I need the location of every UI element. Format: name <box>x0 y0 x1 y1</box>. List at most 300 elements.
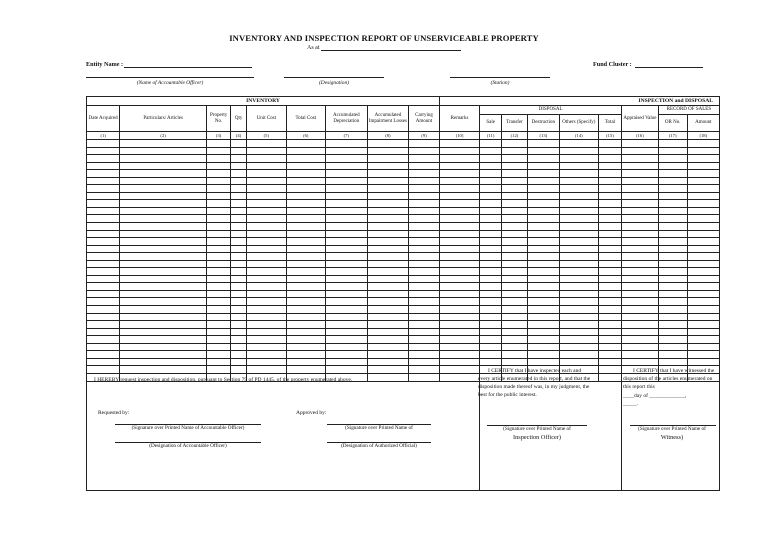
table-cell[interactable] <box>598 223 621 231</box>
table-cell[interactable] <box>687 336 719 344</box>
table-cell[interactable] <box>231 238 247 246</box>
table-cell[interactable] <box>480 313 502 321</box>
table-cell[interactable] <box>598 275 621 283</box>
table-cell[interactable] <box>231 147 247 155</box>
table-cell[interactable] <box>622 200 659 208</box>
table-cell[interactable] <box>622 358 659 366</box>
table-cell[interactable] <box>440 207 480 215</box>
table-cell[interactable] <box>440 306 480 314</box>
table-cell[interactable] <box>480 192 502 200</box>
table-cell[interactable] <box>687 155 719 163</box>
table-cell[interactable] <box>480 358 502 366</box>
table-cell[interactable] <box>440 290 480 298</box>
table-cell[interactable] <box>559 238 598 246</box>
table-cell[interactable] <box>367 162 408 170</box>
table-cell[interactable] <box>206 343 230 351</box>
table-cell[interactable] <box>502 253 528 261</box>
table-cell[interactable] <box>559 275 598 283</box>
table-cell[interactable] <box>622 321 659 329</box>
table-cell[interactable] <box>559 230 598 238</box>
table-cell[interactable] <box>559 223 598 231</box>
table-cell[interactable] <box>502 268 528 276</box>
table-cell[interactable] <box>246 177 286 185</box>
table-cell[interactable] <box>622 185 659 193</box>
table-cell[interactable] <box>120 306 207 314</box>
table-cell[interactable] <box>622 253 659 261</box>
table-cell[interactable] <box>231 313 247 321</box>
table-cell[interactable] <box>559 245 598 253</box>
table-cell[interactable] <box>440 321 480 329</box>
table-cell[interactable] <box>502 275 528 283</box>
table-cell[interactable] <box>120 170 207 178</box>
table-cell[interactable] <box>325 283 367 291</box>
table-cell[interactable] <box>206 192 230 200</box>
table-cell[interactable] <box>367 298 408 306</box>
table-cell[interactable] <box>598 321 621 329</box>
table-cell[interactable] <box>687 321 719 329</box>
table-cell[interactable] <box>246 366 286 374</box>
table-cell[interactable] <box>325 170 367 178</box>
table-cell[interactable] <box>120 260 207 268</box>
table-cell[interactable] <box>622 223 659 231</box>
table-cell[interactable] <box>367 245 408 253</box>
table-cell[interactable] <box>687 253 719 261</box>
table-cell[interactable] <box>325 230 367 238</box>
table-cell[interactable] <box>120 223 207 231</box>
table-cell[interactable] <box>408 223 439 231</box>
table-cell[interactable] <box>367 200 408 208</box>
table-cell[interactable] <box>408 230 439 238</box>
table-cell[interactable] <box>325 200 367 208</box>
table-cell[interactable] <box>120 230 207 238</box>
table-cell[interactable] <box>408 336 439 344</box>
table-cell[interactable] <box>527 238 559 246</box>
table-cell[interactable] <box>286 366 325 374</box>
table-cell[interactable] <box>480 155 502 163</box>
table-cell[interactable] <box>480 170 502 178</box>
table-cell[interactable] <box>246 268 286 276</box>
table-cell[interactable] <box>231 253 247 261</box>
table-cell[interactable] <box>87 230 120 238</box>
table-cell[interactable] <box>286 283 325 291</box>
table-cell[interactable] <box>325 147 367 155</box>
table-cell[interactable] <box>598 298 621 306</box>
table-cell[interactable] <box>559 200 598 208</box>
table-cell[interactable] <box>120 253 207 261</box>
table-cell[interactable] <box>246 170 286 178</box>
table-cell[interactable] <box>527 170 559 178</box>
table-cell[interactable] <box>408 185 439 193</box>
table-cell[interactable] <box>622 155 659 163</box>
table-cell[interactable] <box>87 207 120 215</box>
table-cell[interactable] <box>120 185 207 193</box>
table-cell[interactable] <box>246 155 286 163</box>
table-cell[interactable] <box>527 192 559 200</box>
table-cell[interactable] <box>408 268 439 276</box>
table-cell[interactable] <box>622 313 659 321</box>
table-cell[interactable] <box>231 328 247 336</box>
table-cell[interactable] <box>246 290 286 298</box>
table-cell[interactable] <box>480 290 502 298</box>
table-cell[interactable] <box>231 207 247 215</box>
table-cell[interactable] <box>286 321 325 329</box>
table-cell[interactable] <box>286 290 325 298</box>
table-cell[interactable] <box>408 358 439 366</box>
table-cell[interactable] <box>120 366 207 374</box>
table-cell[interactable] <box>206 155 230 163</box>
table-cell[interactable] <box>286 306 325 314</box>
table-cell[interactable] <box>687 275 719 283</box>
table-cell[interactable] <box>325 358 367 366</box>
table-cell[interactable] <box>87 253 120 261</box>
table-cell[interactable] <box>286 177 325 185</box>
table-cell[interactable] <box>622 170 659 178</box>
table-cell[interactable] <box>527 306 559 314</box>
table-cell[interactable] <box>598 336 621 344</box>
table-cell[interactable] <box>87 358 120 366</box>
table-cell[interactable] <box>120 162 207 170</box>
table-cell[interactable] <box>231 177 247 185</box>
table-cell[interactable] <box>367 260 408 268</box>
table-cell[interactable] <box>206 336 230 344</box>
table-cell[interactable] <box>325 185 367 193</box>
table-cell[interactable] <box>559 162 598 170</box>
table-cell[interactable] <box>325 328 367 336</box>
table-cell[interactable] <box>622 230 659 238</box>
table-cell[interactable] <box>559 147 598 155</box>
table-cell[interactable] <box>325 162 367 170</box>
table-cell[interactable] <box>206 185 230 193</box>
table-cell[interactable] <box>502 230 528 238</box>
table-cell[interactable] <box>687 238 719 246</box>
table-cell[interactable] <box>367 313 408 321</box>
table-cell[interactable] <box>120 328 207 336</box>
table-cell[interactable] <box>527 313 559 321</box>
table-cell[interactable] <box>367 268 408 276</box>
table-cell[interactable] <box>527 162 559 170</box>
table-cell[interactable] <box>502 321 528 329</box>
table-cell[interactable] <box>206 207 230 215</box>
table-cell[interactable] <box>367 170 408 178</box>
table-cell[interactable] <box>87 170 120 178</box>
table-cell[interactable] <box>658 268 687 276</box>
table-cell[interactable] <box>325 366 367 374</box>
table-cell[interactable] <box>206 177 230 185</box>
table-cell[interactable] <box>246 223 286 231</box>
table-cell[interactable] <box>502 147 528 155</box>
table-cell[interactable] <box>687 185 719 193</box>
table-cell[interactable] <box>527 147 559 155</box>
table-cell[interactable] <box>206 298 230 306</box>
table-cell[interactable] <box>286 351 325 359</box>
table-cell[interactable] <box>286 230 325 238</box>
table-cell[interactable] <box>527 223 559 231</box>
table-cell[interactable] <box>440 185 480 193</box>
table-cell[interactable] <box>687 215 719 223</box>
table-cell[interactable] <box>120 343 207 351</box>
table-cell[interactable] <box>408 343 439 351</box>
table-cell[interactable] <box>246 306 286 314</box>
table-cell[interactable] <box>480 177 502 185</box>
table-cell[interactable] <box>87 215 120 223</box>
table-cell[interactable] <box>246 343 286 351</box>
table-cell[interactable] <box>440 238 480 246</box>
table-cell[interactable] <box>231 268 247 276</box>
table-cell[interactable] <box>687 298 719 306</box>
table-cell[interactable] <box>480 321 502 329</box>
table-cell[interactable] <box>658 343 687 351</box>
table-cell[interactable] <box>559 351 598 359</box>
table-cell[interactable] <box>440 328 480 336</box>
table-cell[interactable] <box>246 245 286 253</box>
table-cell[interactable] <box>658 140 687 148</box>
table-cell[interactable] <box>598 283 621 291</box>
table-cell[interactable] <box>559 358 598 366</box>
table-cell[interactable] <box>622 306 659 314</box>
designation-field[interactable] <box>284 77 384 78</box>
table-cell[interactable] <box>286 336 325 344</box>
table-cell[interactable] <box>559 283 598 291</box>
table-cell[interactable] <box>87 223 120 231</box>
table-cell[interactable] <box>286 140 325 148</box>
table-cell[interactable] <box>440 313 480 321</box>
table-cell[interactable] <box>246 147 286 155</box>
table-cell[interactable] <box>206 245 230 253</box>
table-cell[interactable] <box>440 170 480 178</box>
table-cell[interactable] <box>325 275 367 283</box>
table-cell[interactable] <box>480 223 502 231</box>
table-cell[interactable] <box>206 170 230 178</box>
table-cell[interactable] <box>206 147 230 155</box>
table-cell[interactable] <box>120 283 207 291</box>
table-cell[interactable] <box>408 298 439 306</box>
table-cell[interactable] <box>367 147 408 155</box>
table-cell[interactable] <box>120 207 207 215</box>
table-cell[interactable] <box>440 351 480 359</box>
table-cell[interactable] <box>120 290 207 298</box>
table-cell[interactable] <box>480 215 502 223</box>
table-cell[interactable] <box>367 140 408 148</box>
table-cell[interactable] <box>408 238 439 246</box>
table-cell[interactable] <box>622 298 659 306</box>
table-cell[interactable] <box>658 170 687 178</box>
table-cell[interactable] <box>231 215 247 223</box>
table-cell[interactable] <box>598 245 621 253</box>
table-cell[interactable] <box>87 162 120 170</box>
table-cell[interactable] <box>480 245 502 253</box>
table-cell[interactable] <box>87 321 120 329</box>
table-cell[interactable] <box>367 358 408 366</box>
table-cell[interactable] <box>559 140 598 148</box>
table-cell[interactable] <box>231 245 247 253</box>
table-cell[interactable] <box>206 290 230 298</box>
table-cell[interactable] <box>622 283 659 291</box>
table-cell[interactable] <box>286 170 325 178</box>
table-cell[interactable] <box>231 283 247 291</box>
table-cell[interactable] <box>367 253 408 261</box>
table-cell[interactable] <box>480 207 502 215</box>
table-cell[interactable] <box>559 298 598 306</box>
table-cell[interactable] <box>527 245 559 253</box>
table-cell[interactable] <box>440 200 480 208</box>
table-cell[interactable] <box>687 328 719 336</box>
table-cell[interactable] <box>367 192 408 200</box>
table-cell[interactable] <box>440 283 480 291</box>
table-cell[interactable] <box>502 351 528 359</box>
table-cell[interactable] <box>527 321 559 329</box>
table-cell[interactable] <box>658 290 687 298</box>
table-cell[interactable] <box>408 170 439 178</box>
table-cell[interactable] <box>622 238 659 246</box>
table-cell[interactable] <box>286 192 325 200</box>
table-cell[interactable] <box>87 336 120 344</box>
table-cell[interactable] <box>658 336 687 344</box>
table-cell[interactable] <box>87 260 120 268</box>
table-cell[interactable] <box>598 200 621 208</box>
table-cell[interactable] <box>622 343 659 351</box>
table-cell[interactable] <box>658 328 687 336</box>
table-cell[interactable] <box>286 275 325 283</box>
table-cell[interactable] <box>231 192 247 200</box>
table-cell[interactable] <box>325 313 367 321</box>
table-cell[interactable] <box>527 140 559 148</box>
table-cell[interactable] <box>502 358 528 366</box>
table-cell[interactable] <box>687 290 719 298</box>
table-cell[interactable] <box>658 245 687 253</box>
table-cell[interactable] <box>286 268 325 276</box>
table-cell[interactable] <box>502 313 528 321</box>
table-cell[interactable] <box>325 140 367 148</box>
table-cell[interactable] <box>286 215 325 223</box>
table-cell[interactable] <box>598 185 621 193</box>
table-cell[interactable] <box>527 358 559 366</box>
table-cell[interactable] <box>408 366 439 374</box>
table-cell[interactable] <box>598 313 621 321</box>
table-cell[interactable] <box>527 298 559 306</box>
table-cell[interactable] <box>440 177 480 185</box>
table-cell[interactable] <box>246 207 286 215</box>
table-cell[interactable] <box>325 268 367 276</box>
table-cell[interactable] <box>622 260 659 268</box>
table-cell[interactable] <box>598 358 621 366</box>
table-cell[interactable] <box>367 306 408 314</box>
table-cell[interactable] <box>559 185 598 193</box>
table-cell[interactable] <box>527 275 559 283</box>
table-cell[interactable] <box>622 192 659 200</box>
table-cell[interactable] <box>231 343 247 351</box>
table-cell[interactable] <box>440 223 480 231</box>
table-cell[interactable] <box>658 192 687 200</box>
table-cell[interactable] <box>440 260 480 268</box>
table-cell[interactable] <box>622 207 659 215</box>
table-cell[interactable] <box>502 245 528 253</box>
table-cell[interactable] <box>325 245 367 253</box>
table-cell[interactable] <box>231 200 247 208</box>
table-cell[interactable] <box>598 162 621 170</box>
table-cell[interactable] <box>246 162 286 170</box>
table-cell[interactable] <box>367 238 408 246</box>
table-cell[interactable] <box>325 343 367 351</box>
table-cell[interactable] <box>231 321 247 329</box>
table-cell[interactable] <box>598 373 621 381</box>
table-cell[interactable] <box>408 253 439 261</box>
table-cell[interactable] <box>598 290 621 298</box>
table-cell[interactable] <box>622 290 659 298</box>
table-cell[interactable] <box>527 260 559 268</box>
table-cell[interactable] <box>286 298 325 306</box>
table-cell[interactable] <box>527 268 559 276</box>
table-cell[interactable] <box>408 162 439 170</box>
table-cell[interactable] <box>687 207 719 215</box>
table-cell[interactable] <box>325 215 367 223</box>
table-cell[interactable] <box>231 336 247 344</box>
table-cell[interactable] <box>687 343 719 351</box>
table-cell[interactable] <box>440 275 480 283</box>
table-cell[interactable] <box>527 215 559 223</box>
table-cell[interactable] <box>598 155 621 163</box>
table-cell[interactable] <box>367 351 408 359</box>
table-cell[interactable] <box>286 253 325 261</box>
table-cell[interactable] <box>658 321 687 329</box>
table-cell[interactable] <box>325 290 367 298</box>
table-cell[interactable] <box>527 336 559 344</box>
table-cell[interactable] <box>480 328 502 336</box>
table-cell[interactable] <box>598 230 621 238</box>
table-cell[interactable] <box>286 313 325 321</box>
table-cell[interactable] <box>408 177 439 185</box>
table-cell[interactable] <box>325 253 367 261</box>
table-cell[interactable] <box>206 321 230 329</box>
table-cell[interactable] <box>246 238 286 246</box>
table-cell[interactable] <box>658 230 687 238</box>
table-cell[interactable] <box>687 268 719 276</box>
table-cell[interactable] <box>502 336 528 344</box>
table-cell[interactable] <box>286 185 325 193</box>
table-cell[interactable] <box>502 207 528 215</box>
table-cell[interactable] <box>246 200 286 208</box>
table-cell[interactable] <box>367 290 408 298</box>
table-cell[interactable] <box>367 185 408 193</box>
table-cell[interactable] <box>658 200 687 208</box>
table-cell[interactable] <box>527 155 559 163</box>
table-cell[interactable] <box>367 207 408 215</box>
table-cell[interactable] <box>622 177 659 185</box>
table-cell[interactable] <box>559 313 598 321</box>
table-cell[interactable] <box>687 223 719 231</box>
table-cell[interactable] <box>658 253 687 261</box>
table-cell[interactable] <box>286 328 325 336</box>
table-cell[interactable] <box>502 343 528 351</box>
table-cell[interactable] <box>502 290 528 298</box>
table-cell[interactable] <box>408 147 439 155</box>
table-cell[interactable] <box>120 336 207 344</box>
table-cell[interactable] <box>87 147 120 155</box>
table-cell[interactable] <box>687 230 719 238</box>
table-cell[interactable] <box>658 260 687 268</box>
table-cell[interactable] <box>246 328 286 336</box>
table-cell[interactable] <box>658 283 687 291</box>
table-cell[interactable] <box>87 245 120 253</box>
table-cell[interactable] <box>598 140 621 148</box>
table-cell[interactable] <box>206 260 230 268</box>
table-cell[interactable] <box>206 200 230 208</box>
table-cell[interactable] <box>480 298 502 306</box>
table-cell[interactable] <box>286 207 325 215</box>
table-cell[interactable] <box>480 343 502 351</box>
table-cell[interactable] <box>231 230 247 238</box>
table-cell[interactable] <box>559 290 598 298</box>
table-cell[interactable] <box>231 366 247 374</box>
